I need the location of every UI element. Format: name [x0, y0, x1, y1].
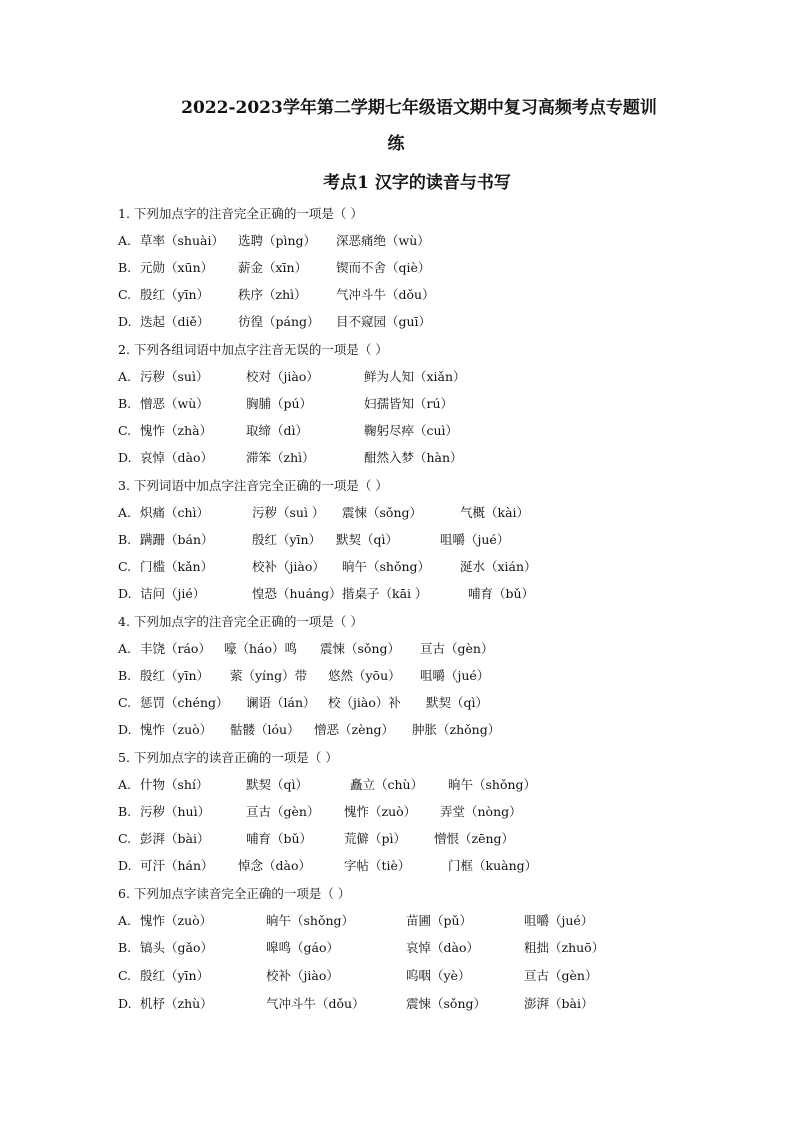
option-item: 锲而不舍（qiè）: [336, 260, 431, 275]
document-title-continued: 练: [387, 134, 405, 154]
option-item: 迭起（diě）: [140, 314, 210, 329]
option-item: 门槛（kǎn）: [140, 559, 214, 574]
option-item: 谰语（lán）: [246, 695, 316, 710]
option-item: 字帖（tiè）: [344, 858, 411, 873]
option-item: 镐头（gǎo）: [140, 940, 213, 955]
option-item: 憎恶（zèng）: [314, 722, 395, 737]
option-label: A.: [118, 913, 132, 928]
option-item: 亘古（gèn）: [524, 968, 598, 983]
option-item: 丰饶（ráo）: [140, 641, 211, 656]
option-item: 选聘（pìng）: [238, 233, 317, 248]
option-item: 殷红（yīn）: [252, 532, 322, 547]
option-item: 惶恐（huáng）: [252, 586, 342, 601]
option-item: 愧怍（zuò）: [344, 804, 417, 819]
option-item: 污秽（suì）: [140, 369, 209, 384]
option-label: C.: [118, 287, 132, 302]
option-item: 酣然入梦（hàn）: [364, 450, 463, 465]
option-label: A.: [118, 641, 132, 656]
option-item: 校（jiào）补: [328, 695, 401, 710]
option-item: 晌午（shǒng）: [448, 777, 537, 792]
option-item: 骷髅（lóu）: [230, 722, 300, 737]
option-item: 草率（shuài）: [140, 233, 224, 248]
option-item: 妇孺皆知（rú）: [364, 396, 454, 411]
option-item: 鞠躬尽瘁（cuì）: [364, 423, 459, 438]
option-item: 门框（kuàng）: [448, 858, 538, 873]
option-item: 呜咽（yè）: [406, 968, 471, 983]
option-item: 气冲斗牛（dǒu）: [336, 287, 435, 302]
option-label: D.: [118, 858, 132, 873]
option-item: 校对（jiào）: [246, 369, 319, 384]
option-item: 校补（jiào）: [252, 559, 325, 574]
option-label: A.: [118, 233, 132, 248]
option-label: A.: [118, 777, 132, 792]
option-item: 可汗（hán）: [140, 858, 214, 873]
option-item: 晌午（shǒng）: [342, 559, 431, 574]
option-label: D.: [118, 586, 132, 601]
option-item: 默契（qì）: [336, 532, 398, 547]
option-label: B.: [118, 668, 132, 683]
option-item: 澎湃（bài）: [524, 996, 594, 1011]
option-item: 默契（qì）: [246, 777, 308, 792]
option-item: 咀嚼（jué）: [524, 913, 594, 928]
section-subtitle: 考点1 汉字的读音与书写: [323, 173, 511, 193]
option-item: 默契（qì）: [426, 695, 488, 710]
option-label: C.: [118, 695, 132, 710]
option-label: C.: [118, 559, 132, 574]
option-item: 愧怍（zhà）: [140, 423, 213, 438]
option-label: B.: [118, 260, 132, 275]
option-item: 薪金（xīn）: [238, 260, 308, 275]
option-item: 殷红（yīn）: [140, 968, 210, 983]
option-item: 荒僻（pì）: [344, 831, 406, 846]
option-item: 炽痛（chì）: [140, 505, 210, 520]
option-item: 嚎（háo）鸣: [224, 641, 298, 656]
option-item: 咀嚼（jué）: [440, 532, 510, 547]
option-item: 滞笨（zhì）: [246, 450, 315, 465]
question-1-stem: 1. 下列加点字的注音完全正确的一项是（ ）: [118, 206, 363, 221]
option-item: 什物（shí）: [140, 777, 209, 792]
option-item: 萦（yíng）带: [230, 668, 308, 683]
option-item: 取缔（dì）: [246, 423, 308, 438]
option-item: 哺育（bǔ）: [246, 831, 313, 846]
document-title: 2022-2023学年第二学期七年级语文期中复习高频考点专题训: [181, 98, 657, 118]
option-item: 亘古（gèn）: [420, 641, 494, 656]
option-item: 肿胀（zhǒng）: [412, 722, 501, 737]
option-item: 诘问（jié）: [140, 586, 206, 601]
option-label: B.: [118, 532, 132, 547]
option-item: 憎恶（wù）: [140, 396, 209, 411]
option-item: 晌午（shǒng）: [266, 913, 355, 928]
option-item: 哀悼（dào）: [140, 450, 213, 465]
question-4-stem: 4. 下列加点字的注音完全正确的一项是（ ）: [118, 614, 363, 629]
option-item: 苗圃（pǔ）: [406, 913, 473, 928]
option-item: 愧怍（zuò）: [140, 913, 213, 928]
option-item: 秩序（zhì）: [238, 287, 307, 302]
option-label: D.: [118, 450, 132, 465]
option-label: B.: [118, 396, 132, 411]
option-item: 震悚（sǒng）: [320, 641, 400, 656]
option-item: 胸脯（pú）: [246, 396, 313, 411]
option-item: 蹒跚（bán）: [140, 532, 214, 547]
option-item: 亘古（gèn）: [246, 804, 320, 819]
option-label: A.: [118, 505, 132, 520]
option-item: 震悚（sǒng）: [406, 996, 486, 1011]
option-item: 震悚（sǒng）: [342, 505, 422, 520]
option-item: 揩桌子（kāi ）: [342, 586, 428, 601]
option-label: D.: [118, 722, 132, 737]
question-6-stem: 6. 下列加点字读音完全正确的一项是（ ）: [118, 886, 351, 901]
option-item: 弄堂（nòng）: [440, 804, 522, 819]
option-item: 鲜为人知（xiǎn）: [364, 369, 466, 384]
option-item: 矗立（chù）: [350, 777, 424, 792]
option-item: 污秽（huì）: [140, 804, 211, 819]
option-item: 粗拙（zhuō）: [524, 940, 605, 955]
option-item: 愧怍（zuò）: [140, 722, 213, 737]
option-item: 惩罚（chéng）: [140, 695, 229, 710]
option-item: 彭湃（bài）: [140, 831, 210, 846]
option-item: 殷红（yīn）: [140, 668, 210, 683]
option-label: C.: [118, 831, 132, 846]
option-item: 气冲斗牛（dǒu）: [266, 996, 365, 1011]
option-label: C.: [118, 968, 132, 983]
option-item: 元勋（xūn）: [140, 260, 214, 275]
option-item: 悠然（yōu）: [328, 668, 401, 683]
option-item: 悼念（dào）: [238, 858, 311, 873]
option-item: 机杼（zhù）: [140, 996, 213, 1011]
option-item: 哺育（bǔ）: [468, 586, 535, 601]
option-item: 气概（kài）: [460, 505, 530, 520]
option-label: D.: [118, 314, 132, 329]
option-item: 嗥鸣（gáo）: [266, 940, 339, 955]
question-5-stem: 5. 下列加点字的读音正确的一项是（ ）: [118, 750, 338, 765]
option-item: 校补（jiào）: [266, 968, 339, 983]
option-label: A.: [118, 369, 132, 384]
question-2-stem: 2. 下列各组词语中加点字注音无误的一项是（ ）: [118, 342, 388, 357]
option-item: 哀悼（dào）: [406, 940, 479, 955]
option-label: B.: [118, 940, 132, 955]
option-item: 深恶痛绝（wù）: [336, 233, 430, 248]
option-item: 目不窥园（guī）: [336, 314, 432, 329]
question-3-stem: 3. 下列词语中加点字注音完全正确的一项是（ ）: [118, 478, 388, 493]
option-item: 污秽（suì ）: [252, 505, 325, 520]
option-item: 咀嚼（jué）: [420, 668, 490, 683]
option-label: C.: [118, 423, 132, 438]
option-item: 憎恨（zēng）: [434, 831, 515, 846]
option-item: 殷红（yīn）: [140, 287, 210, 302]
option-item: 彷徨（páng）: [238, 314, 320, 329]
option-label: D.: [118, 996, 132, 1011]
option-item: 涎水（xián）: [460, 559, 537, 574]
option-label: B.: [118, 804, 132, 819]
